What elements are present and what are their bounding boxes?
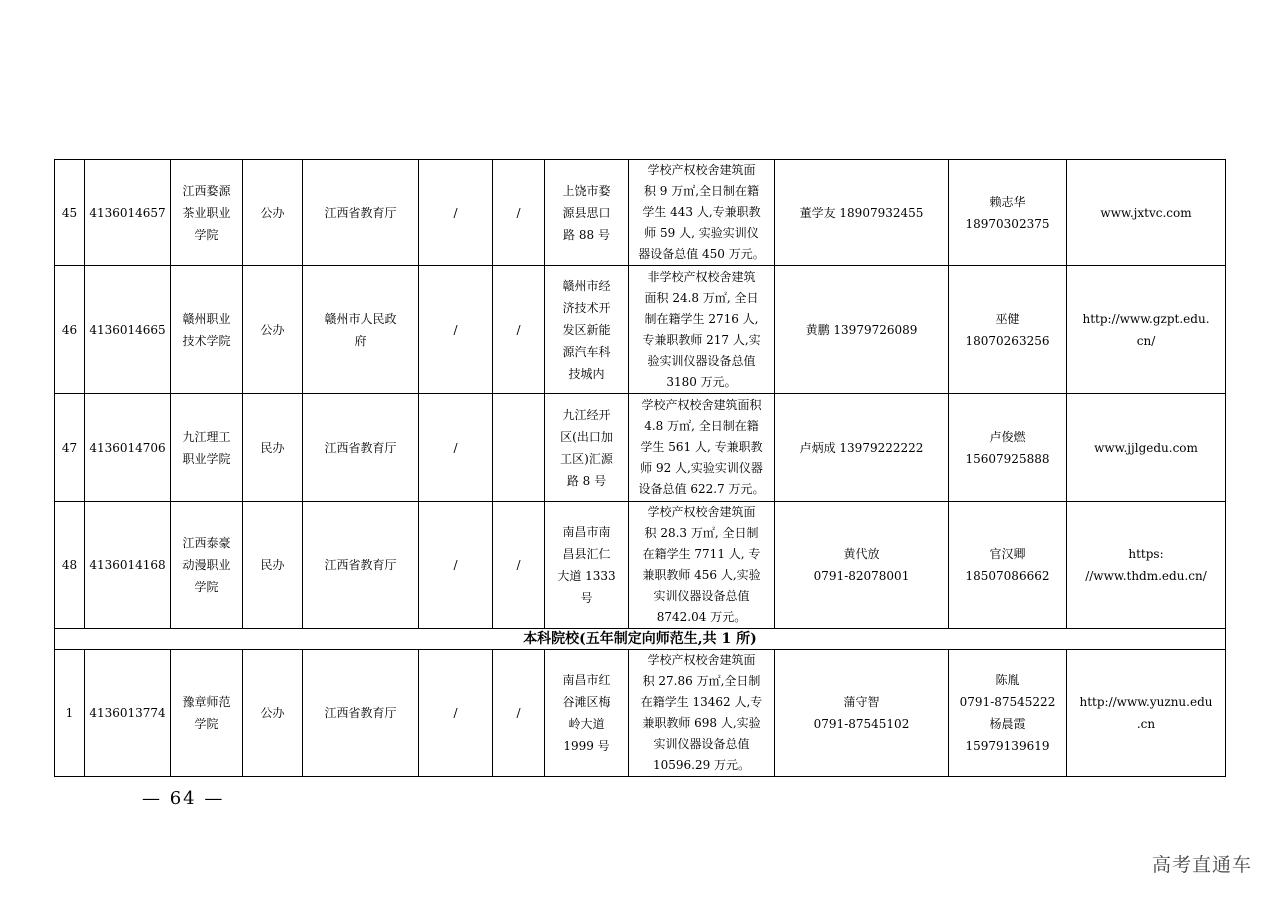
cell-type: 公办	[243, 650, 303, 777]
cell-website: www.jjlgedu.com	[1067, 394, 1226, 502]
cell-website: www.jxtvc.com	[1067, 160, 1226, 266]
cell-contact-secondary: 巫健 18070263256	[949, 266, 1067, 394]
cell-contact-primary: 卢炳成 13979222222	[775, 394, 949, 502]
cell-contact-secondary: 赖志华 18970302375	[949, 160, 1067, 266]
cell-school-name: 豫章师范 学院	[171, 650, 243, 777]
cell-col6: /	[419, 650, 493, 777]
cell-description: 学校产权校舍建筑面 积 27.86 万㎡,全日制 在籍学生 13462 人,专 兼职教师 698 人,实验 实训仪器设备总值 10596.29 万元。	[629, 650, 775, 777]
cell-contact-primary: 黄鹏 13979726089	[775, 266, 949, 394]
cell-address: 上饶市婺 源县思口 路 88 号	[545, 160, 629, 266]
cell-code: 4136014168	[85, 502, 171, 629]
cell-col7: /	[493, 266, 545, 394]
section-header-row	[55, 629, 1226, 650]
cell-contact-primary: 蒲守智 0791-87545102	[775, 650, 949, 777]
cell-contact-primary: 董学友 18907932455	[775, 160, 949, 266]
cell-description: 学校产权校舍建筑面 积 9 万㎡,全日制在籍 学生 443 人,专兼职教 师 59 人, 实验实训仪 器设备总值 450 万元。	[629, 160, 775, 266]
cell-code: 4136013774	[85, 650, 171, 777]
cell-school-name: 九江理工 职业学院	[171, 394, 243, 502]
school-table	[54, 159, 1226, 777]
cell-authority: 江西省教育厅	[303, 502, 419, 629]
cell-authority: 江西省教育厅	[303, 160, 419, 266]
cell-website: http://www.gzpt.edu. cn/	[1067, 266, 1226, 394]
watermark-logo-text: 高考直通车	[1151, 854, 1252, 876]
cell-website: https: //www.thdm.edu.cn/	[1067, 502, 1226, 629]
cell-school-name: 赣州职业 技术学院	[171, 266, 243, 394]
cell-description: 学校产权校舍建筑面 积 28.3 万㎡, 全日制 在籍学生 7711 人, 专 兼职教师 456 人,实验 实训仪器设备总值 8742.04 万元。	[629, 502, 775, 629]
cell-no: 47	[55, 394, 85, 502]
cell-address: 南昌市红 谷滩区梅 岭大道 1999 号	[545, 650, 629, 777]
cell-contact-secondary: 官汉卿 18507086662	[949, 502, 1067, 629]
cell-no: 1	[55, 650, 85, 777]
cell-contact-secondary: 卢俊燃 15607925888	[949, 394, 1067, 502]
cell-school-name: 江西婺源 茶业职业 学院	[171, 160, 243, 266]
cell-school-name: 江西泰豪 动漫职业 学院	[171, 502, 243, 629]
cell-col7	[493, 394, 545, 502]
cell-col6: /	[419, 502, 493, 629]
cell-col6: /	[419, 266, 493, 394]
table-row	[55, 394, 1226, 502]
cell-code: 4136014665	[85, 266, 171, 394]
cell-col7: /	[493, 502, 545, 629]
cell-address: 赣州市经 济技术开 发区新能 源汽车科 技城内	[545, 266, 629, 394]
cell-no: 48	[55, 502, 85, 629]
cell-no: 45	[55, 160, 85, 266]
table-row	[55, 502, 1226, 629]
page-number: — 64 —	[142, 788, 225, 809]
cell-website: http://www.yuznu.edu .cn	[1067, 650, 1226, 777]
cell-authority: 江西省教育厅	[303, 394, 419, 502]
cell-col6: /	[419, 394, 493, 502]
cell-address: 南昌市南 昌县汇仁 大道 1333 号	[545, 502, 629, 629]
table-row	[55, 160, 1226, 266]
table-row	[55, 266, 1226, 394]
cell-authority: 江西省教育厅	[303, 650, 419, 777]
cell-type: 民办	[243, 502, 303, 629]
cell-authority: 赣州市人民政 府	[303, 266, 419, 394]
cell-col7: /	[493, 160, 545, 266]
cell-no: 46	[55, 266, 85, 394]
cell-type: 公办	[243, 266, 303, 394]
cell-description: 学校产权校舍建筑面积 4.8 万㎡, 全日制在籍 学生 561 人, 专兼职教 师 92 人,实验实训仪器 设备总值 622.7 万元。	[629, 394, 775, 502]
cell-contact-secondary: 陈胤 0791-87545222 杨晨霞 15979139619	[949, 650, 1067, 777]
cell-description: 非学校产权校舍建筑 面积 24.8 万㎡, 全日 制在籍学生 2716 人, 专兼职教师 217 人,实 验实训仪器设备总值 3180 万元。	[629, 266, 775, 394]
table-row	[55, 650, 1226, 777]
cell-type: 公办	[243, 160, 303, 266]
section-title: 本科院校(五年制定向师范生,共 1 所)	[55, 629, 1226, 650]
cell-code: 4136014657	[85, 160, 171, 266]
cell-code: 4136014706	[85, 394, 171, 502]
cell-address: 九江经开 区(出口加 工区)汇源 路 8 号	[545, 394, 629, 502]
cell-type: 民办	[243, 394, 303, 502]
cell-col6: /	[419, 160, 493, 266]
cell-col7: /	[493, 650, 545, 777]
cell-contact-primary: 黄代放 0791-82078001	[775, 502, 949, 629]
